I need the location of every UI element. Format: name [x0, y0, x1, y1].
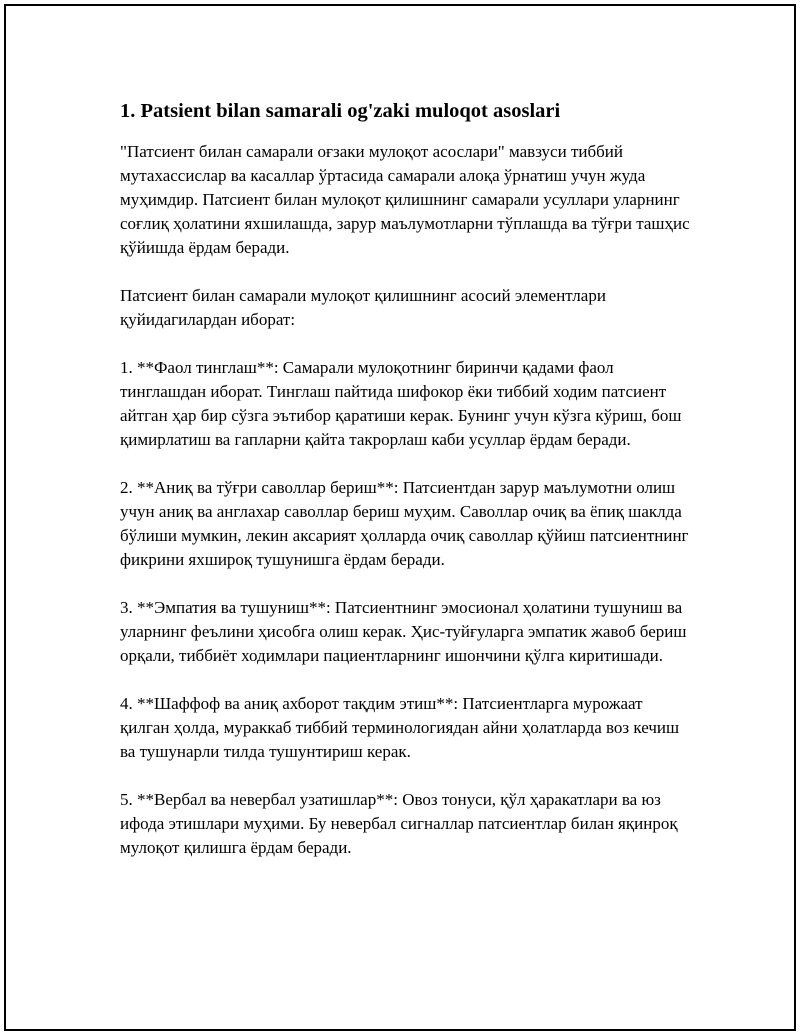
- list-item-active-listening: 1. **Фаол тинглаш**: Самарали мулоқотнинг биринчи қадами фаол тинглашдан иборат. Тинглаш пайтида шифокор ёки тиббий ходим патсиент айтган ҳар бир сўзга эътибор қаратиши керак. Бунинг учун кўзга кўриш, бош қимирлатиш ва гапларни қайта такрорлаш каби усуллар ёрдам беради.: [120, 358, 682, 449]
- elements-intro-paragraph: Патсиент билан самарали мулоқот қилишнинг асосий элементлари қуйидагилардан иборат:: [120, 286, 606, 329]
- list-item-verbal-nonverbal: 5. **Вербал ва невербал узатишлар**: Овоз тонуси, қўл ҳаракатлари ва юз ифода этишлари муҳими. Бу невербал сигналлар патсиентлар билан яқинроқ мулоқот қилишга ёрдам беради.: [120, 790, 678, 857]
- list-item-empathy: 3. **Эмпатия ва тушуниш**: Патсиентнинг эмосионал ҳолатини тушуниш ва уларнинг феълини ҳисобга олиш керак. Ҳис-туйғуларга эмпатик жавоб бериш орқали, тиббиёт ходимлари пациентларнинг ишончини қўлга киритишади.: [120, 598, 687, 665]
- document-body: [120, 96, 695, 884]
- intro-paragraph: "Патсиент билан самарали оғзаки мулоқот асослари" мавзуси тиббий мутахассислар ва касаллар ўртасида самарали алоқа ўрнатиш учун жуда муҳимдир. Патсиент билан мулоқот қилишнинг самарали усуллари уларнинг соғлиқ ҳолатини яхшилашда, зарур маълумотларни тўплашда ва тўғри ташҳис қўйишда ёрдам беради.: [120, 142, 690, 257]
- section-heading: 1. Patsient bilan samarali og'zaki muloqot asoslari: [120, 100, 561, 122]
- page-frame: [4, 4, 796, 1031]
- list-item-transparent-information: 4. **Шаффоф ва аниқ ахборот тақдим этиш**: Патсиентларга мурожаат қилган ҳолда, мураккаб тиббий терминологиядан айни ҳолатларда воз кечиш ва тушунарли тилда тушунтириш керак.: [120, 694, 680, 761]
- list-item-clear-questions: 2. **Аниқ ва тўғри саволлар бериш**: Патсиентдан зарур маълумотни олиш учун аниқ ва англахар саволлар бериш муҳим. Саволлар очиқ ва ёпиқ шаклда бўлиши мумкин, лекин аксарият ҳолларда очиқ саволлар қўйиш патсиентнинг фикрини яхшироқ тушунишга ёрдам беради.: [120, 478, 689, 569]
